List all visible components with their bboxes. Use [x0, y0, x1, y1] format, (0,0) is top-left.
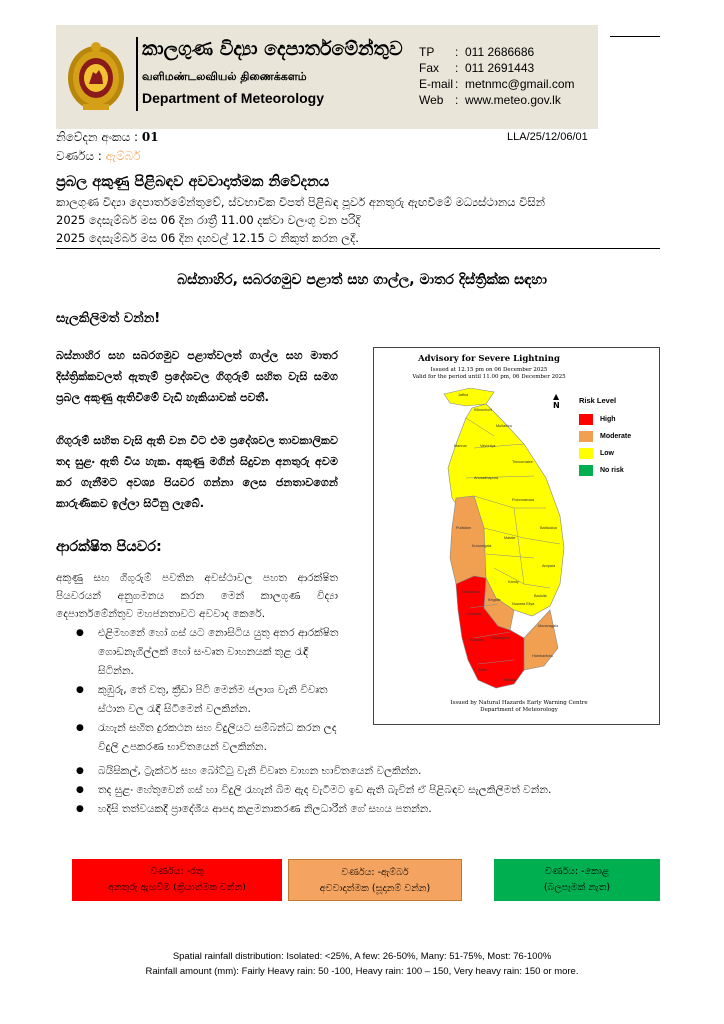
- district-label: Ampara: [542, 564, 556, 568]
- list-item: ● කුඹුරු, තේ වතු, ක්‍රීඩා පිටි මෙන්ම ජලාශ වැනි විවෘත ස්ථාන වල රැඳී සිටීමෙන් වලකින්න.: [74, 681, 344, 719]
- fax-number: 011 2691443: [465, 61, 535, 75]
- contact-row-web: Web : www.meteo.gov.lk: [419, 93, 561, 107]
- districts-heading: බස්නාහිර, සබරගමුව පළාත් සහ ගාල්ල, මාතර දිස්ත්‍රික්ක සඳහා: [177, 272, 547, 288]
- list-item: ● හදිසි තත්වයකදී ප්‍රාදේශීය ආපදා කළමනාකරණ නිලධාරීන් ගේ සහය පතන්න.: [74, 800, 674, 819]
- phone-number: 011 2686686: [465, 45, 535, 59]
- legend-swatch-moderate: [579, 431, 593, 442]
- list-item: ● එළිමහනේ හෝ ගස් යට නොසිටිය යුතු අතර ආරක්ෂිත ගොඩනැගිල්ලක් හෝ සංවෘත වාහනයක් තුළ රැඳී සිටින්න.: [74, 624, 344, 681]
- safety-measures-list: [74, 624, 344, 757]
- list-item: ● රැහැන් සහිත දුරකථන සහ විදුලියට සම්බන්ධ කරන ලද විදුලි උපකරණ භාවිතයෙන් වලකින්න.: [74, 719, 344, 757]
- bulletin-title: ප්‍රබල අකුණු පිළිබඳව අවවාදාත්මක නිවේදනය: [56, 174, 330, 190]
- district-label: Colombo: [466, 612, 482, 616]
- legend-item-high: High: [579, 411, 631, 428]
- safety-measures-intro: අකුණු සහ ගිගුරුම් පවතින අවස්ථාවල පහත ආරක්ෂිත පියවරයන් අනුගමනය කරන මෙන් කාලගුණ විද්‍යා දෙපාර්තමේන්තුව මහජනතාවට අවවාද කෙරේ.: [56, 572, 338, 620]
- safety-measures-list-continued: [74, 762, 674, 819]
- department-name-english: Department of Meteorology: [142, 90, 325, 106]
- legend-item-no-risk: No risk: [579, 462, 631, 479]
- map-issued-time: Issued at 12.15 pm on 06 December 2025: [430, 367, 548, 373]
- district-label: Kurunegala: [472, 544, 492, 548]
- district-label: Galle: [478, 668, 487, 672]
- district-label: Gampaha: [462, 590, 479, 594]
- map-credit: Issued by Natural Hazards Early Warning Centre Department of Meteorology: [450, 700, 588, 713]
- alert-heading: සැලකිලිමත් වන්න!: [56, 311, 161, 326]
- map-region-moderate-south: [524, 610, 558, 670]
- legend-swatch-no-risk: [579, 465, 593, 476]
- legend-swatch-low: [579, 448, 593, 459]
- district-label: Kalutara: [470, 638, 485, 642]
- district-label: Trincomalee: [512, 460, 533, 464]
- advisory-map: [373, 347, 660, 725]
- list-item: ● බයිසිකල්, ට්‍රැක්ටර් සහ බෝට්ටු වැනි විවෘත වාහන භාවිතයෙන් වලකින්න.: [74, 762, 674, 781]
- notice-number: 01: [141, 130, 159, 144]
- issuing-authority: කාලගුණ විද්‍යා දෙපාර්තමේන්තුවේ, ස්වභාවික විපත් පිළිබඳ පූර්ව අනතුරු ඇඟවීමේ මධ්‍යස්ථානය විසින්: [56, 195, 546, 209]
- level-box-amber: වර්ණය: -ඇම්බර් අවවාදාත්මක (සූදානම් වන්න): [288, 859, 462, 901]
- reference-number: LLA/25/12/06/01: [507, 131, 588, 143]
- safety-measures-title: ආරක්ෂිත පියවර:: [56, 539, 162, 555]
- district-label: Kandy: [508, 580, 519, 584]
- email-address: metnmc@gmail.com: [465, 77, 575, 91]
- district-label: Polonnaruwa: [512, 498, 535, 502]
- issued-time-line: 2025 දෙසැම්බර් මස 06 දින දහවල් 12.15 ට නිකුත් කරන ලදී.: [56, 231, 359, 245]
- website-url: www.meteo.gov.lk: [465, 93, 561, 107]
- district-label: Matale: [504, 536, 516, 540]
- district-label: Puttalam: [456, 526, 471, 530]
- warning-paragraph: බස්නාහිර සහ සබරගමුව පළාත්වලත් ගාල්ල සහ මාතර දිස්ත්‍රික්කවලත් ඇතැම් ප්‍රදේශවල ගිගුරුම් සහිත වැසි සමග ප්‍රබල අකුණු ඇතිවීමේ වැඩි හැකියාවක් පවතී.: [56, 349, 338, 404]
- header-divider: [136, 37, 138, 111]
- section-divider: [56, 248, 660, 249]
- district-label: Hambantota: [532, 654, 553, 658]
- district-label: Mannar: [454, 444, 467, 448]
- footer-rainfall-distribution: Spatial rainfall distribution: Isolated: <25%, A few: 26-50%, Many: 51-75%, Most: 76-100%: [172, 951, 552, 962]
- north-arrow-icon: ▲ N: [553, 392, 560, 410]
- district-label: Batticaloa: [540, 526, 557, 530]
- map-region-jaffna: [444, 388, 494, 406]
- footer-rainfall-amount: Rainfall amount (mm): Fairly Heavy rain: 50 -100, Heavy rain: 100 – 150, Very heavy rain: 150 or more.: [145, 966, 579, 977]
- district-label: Kilinochchi: [474, 408, 493, 412]
- district-label: Jaffna: [458, 393, 469, 397]
- sri-lanka-emblem-icon: [65, 38, 127, 114]
- department-name-sinhala: කාලගුණ විද්‍යා දෙපාර්තමේන්තුව: [142, 38, 403, 60]
- contact-row-email: E-mail : metnmc@gmail.com: [419, 77, 575, 91]
- district-label: Nuwara Eliya: [512, 602, 535, 606]
- level-box-red: වර්ණය: -රතු අනතුරු ඇඟවීම (ක්‍රියාත්මක වන්න): [72, 859, 282, 901]
- contact-row-fax: Fax : 011 2691443: [419, 61, 535, 75]
- legend-title: Risk Level: [579, 396, 617, 405]
- district-label: Monaragala: [538, 624, 559, 628]
- warning-level-line: වර්ණය : ඇම්බර්: [56, 149, 141, 163]
- district-label: Vavuniya: [480, 444, 496, 448]
- map-validity: Valid for the period until 11.00 pm, 06 December 2025: [412, 374, 566, 380]
- advice-paragraph: ගිගුරුම් සහිත වැසි ඇති වන විට එම ප්‍රදේශවල තාවකාලිකව තද සුළං ඇති විය හැක. අකුණු මගින් සිදුවන අනතුරු අවම කර ගැනීමට අවශ්‍ය පියවර ගන්නා ලෙස ජනතාවගෙන් කාරුණිකව ඉල්ලා සිටිනු ලැබේ.: [56, 434, 338, 510]
- district-label: Badulla: [534, 594, 547, 598]
- top-right-rule: [610, 36, 660, 37]
- legend-swatch-high: [579, 414, 593, 425]
- contact-details: [419, 44, 575, 108]
- warning-level-value: ඇම්බර්: [105, 149, 141, 163]
- level-box-green: වර්ණය: -කොළ (බලපෑමක් නැත): [494, 859, 660, 901]
- list-item: ● තද සුළං හේතුවෙන් ගස් හා විදුලි රැහැන් බිම ඇද වැටීමට ඉඩ ඇති බැවින් ඒ පිළිබඳව සැලකිලිමත් වන්න.: [74, 781, 674, 800]
- validity-line: 2025 දෙසැම්බර් මස 06 දින රාත්‍රී 11.00 දක්වා වලංගු වන පරිදි: [56, 213, 361, 227]
- map-legend: [579, 396, 631, 479]
- map-title: Advisory for Severe Lightning: [418, 354, 560, 364]
- district-label: Mullaitivu: [496, 424, 512, 428]
- notice-number-line: නිවේදන අංකය : 01: [56, 130, 159, 144]
- district-label: Matara: [504, 678, 516, 682]
- district-label: Ratnapura: [492, 636, 510, 640]
- contact-row-tp: TP : 011 2686686: [419, 45, 535, 59]
- legend-item-moderate: Moderate: [579, 428, 631, 445]
- legend-item-low: Low: [579, 445, 631, 462]
- district-label: Kegalle: [488, 598, 501, 602]
- district-label: Anuradhapura: [474, 476, 499, 480]
- department-name-tamil: வளிமண்டலவியல் திணைக்களம்: [142, 70, 307, 83]
- letterhead: [56, 25, 598, 129]
